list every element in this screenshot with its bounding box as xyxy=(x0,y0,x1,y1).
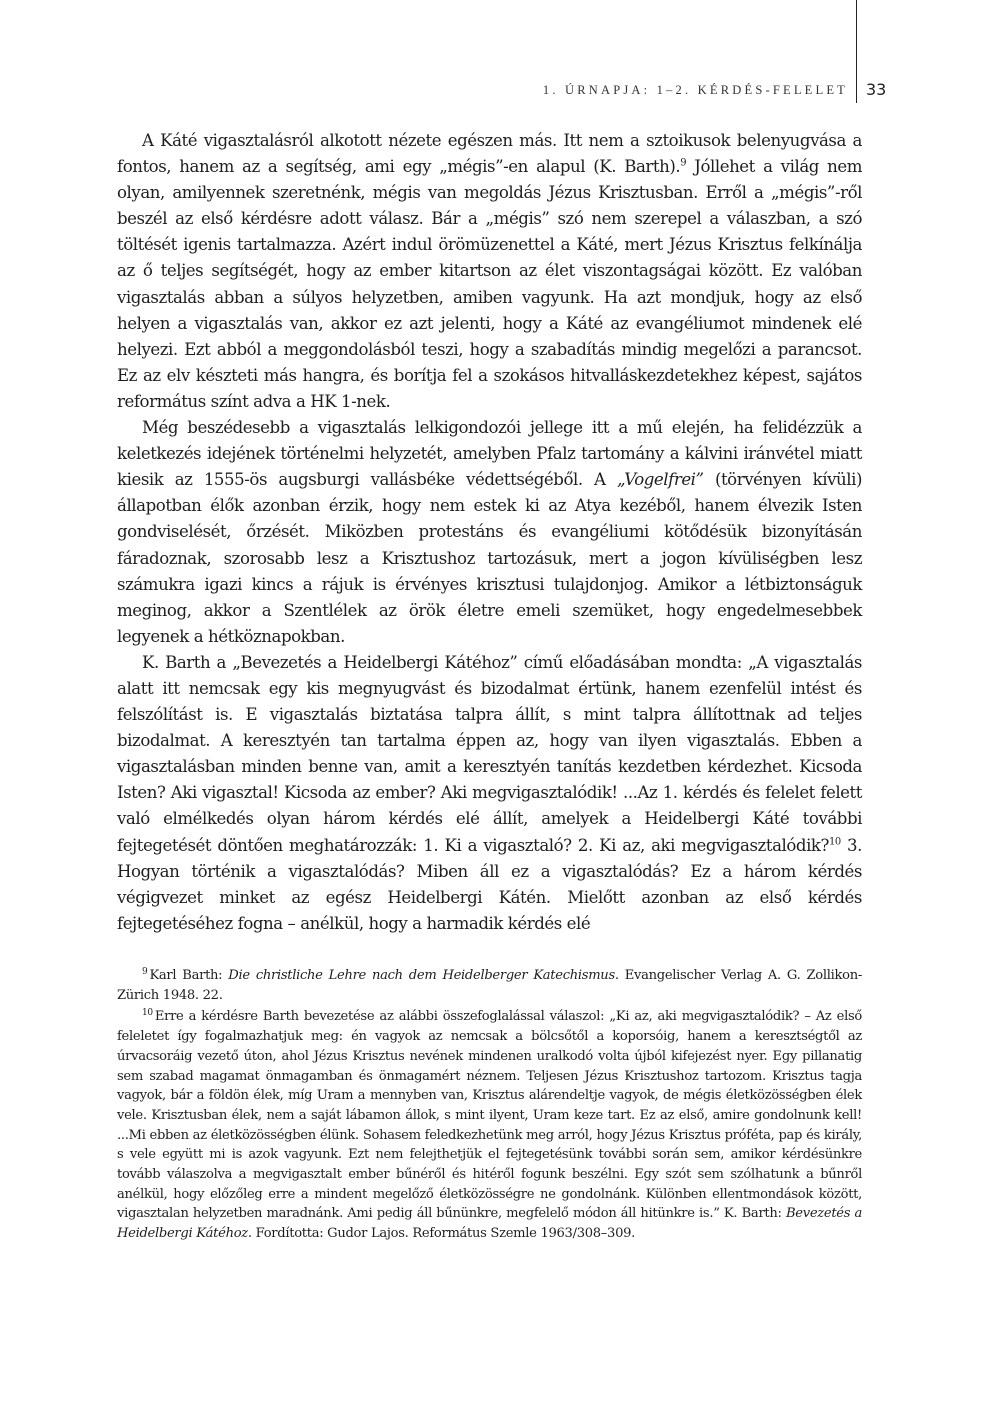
footnote-9-text-a: Karl Barth: xyxy=(149,968,229,983)
paragraph-1-text-b: Jóllehet a világ nem olyan, amilyennek szeretnénk, mégis van megoldás Jézus Krisztusban. Erről a „mégis”-ről beszél az első kérdésre adott válasz. Bár a „mégis” szó nem szerepel a válaszban, a szó töltését igenis tartalmazza. Azért indul örömüzenettel a Káté, mert Jézus Krisztus felkínálja az ő teljes segítségét, hogy az ember kitartson az élet viszontagságai között. Ez valóban vigasztalás abban a súlyos helyzetben, amiben vagyunk. Ha azt mondjuk, hogy az első helyen a vigasztalás van, akkor ez azt jelenti, hogy a Káté az evangéliumot mindenek elé helyezi. Ezt abból a meggondolásból teszi, hogy a szabadítás mindig megelőzi a parancsot. Ez az elv készteti más hangra, és borítja fel a szokásos hitvalláskezdetekhez képest, sajátos református színt adva a HK 1-nek. xyxy=(117,157,862,411)
running-head: 1. ÚRNAPJA: 1–2. KÉRDÉS-FELELET xyxy=(542,83,848,97)
footnote-9-text-b: . Evangelischer Verlag A. G. Zollikon-Zürich 1948. 22. xyxy=(117,968,862,1003)
header-divider-line xyxy=(856,0,857,103)
footnote-9-mark: 9 xyxy=(142,966,148,977)
paragraph-2-text-a: Még beszédesebb a vigasztalás lelkigondozói jellege itt a mű elején, ha felidézzük a keletkezés idejének történelmi helyzetét, amelyben Pfalz tartomány a kálvini iránvétel miatt kiesik az 1555-ös augsburgi vallásbéke védettségéből. A xyxy=(117,418,862,490)
paragraph-3 xyxy=(117,650,862,937)
main-text xyxy=(117,128,862,937)
footnote-10-italic: Bevezetés a Heidelbergi Kátéhoz xyxy=(117,1206,862,1242)
footnote-9-italic: Die christliche Lehre nach dem Heidelberger Katechismus xyxy=(228,968,615,983)
footnote-9 xyxy=(117,966,862,1005)
footnote-10-text-a: Erre a kérdésre Barth bevezetése az alábbi összefoglalással válaszol: „Ki az, aki megvigasztalódik? – Az első feleletet így fogalmazhatjuk meg: én vagyok az nemcsak a bölcsőtől a koporsóig, hanem a keresztségtől az úrvacsoráig vezető úton, ahol Jézus Krisztus nevének mindenen uralkodó volta újból kifejezést nyer. Egy pillanatig sem szabad magamat önmagamban és önmagamért néznem. Teljesen Jézus Krisztushoz tartozom. Krisztus tagja vagyok, bár a földön élek, míg Uram a mennyben van, Krisztus alárendeltje vagyok, de mégis életközösségben élek vele. Krisztusban élek, nem a saját lábamon állok, s mint ilyent, Uram keze tart. Ez az első, amire gondolnunk kell! ...Mi ebben az életközösségben élünk. Sohasem feledkezhetünk meg arról, hogy Jézus Krisztus próféta, pap és király, s vele együtt mi is azok vagyunk. Ezt nem felejthetjük el fejtegetésünk további során sem, amikor kérdésünkre tovább válaszolva a megvigasztalt ember bűnéről és hitéről fogunk beszélni. Egy szót sem szólhatunk a bűnről anélkül, hogy előzőleg erre a mindent megelőző életközösségre ne gondolnánk. Különben ellentmondások között, vigasztalan helyzetben maradnánk. Ami pedig áll bűnünkre, megfelelő módon áll hitünkre is.” K. Barth: xyxy=(117,1009,862,1222)
footnote-10-text-b: . Fordította: Gudor Lajos. Református Szemle 1963/308–309. xyxy=(247,1226,635,1242)
footnote-10 xyxy=(117,1007,862,1243)
footnote-ref-10[interactable]: 10 xyxy=(829,836,841,847)
paragraph-3-text-b: 3. Hogyan történik a vigasztalódás? Miben áll ez a vigasztalódás? Ez a három kérdés végigvezet minket az egész Heidelbergi Kátén. Mielőtt azonban az első kérdés fejtegetéséhez fogna – anélkül, hogy a harmadik kérdés elé xyxy=(117,835,862,933)
page-number: 33 xyxy=(866,80,887,99)
paragraph-3-text-a: K. Barth a „Bevezetés a Heidelbergi Kátéhoz” című előadásában mondta: „A vigasztalás alatt itt nemcsak egy kis megnyugvást és bizodalmat értünk, hanem ezenfelül intést és felszólítást is. E vigasztalás biztatása talpra állít, s mint talpra állítottnak ad teljes bizodalmat. A keresztyén tan tartalma éppen az, hogy van ilyen vigasztalás. Ebben a vigasztalásban minden benne van, amit a keresztyén tanítás kezdetben kérdezhet. Kicsoda Isten? Aki vigasztal! Kicsoda az ember? Aki megvigasztalódik! ...Az 1. kérdés és felelet felett való elmélkedés olyan három kérdés elé állít, amelyek a Heidelbergi Káté további fejtegetését döntően meghatározzák: 1. Ki a vigasztaló? 2. Ki az, aki megvigasztalódik? xyxy=(117,652,862,855)
footnote-ref-9[interactable]: 9 xyxy=(680,157,687,169)
paragraph-2-text-b: (törvényen kívüli) állapotban élők azonban érzik, hogy nem estek ki az Atya kezéből, hanem élvezik Isten gondviselését, őrzését. Miközben protestáns és evangéliumi kötődésük bizonyításán fáradoznak, szorosabb lesz a Krisztushoz tartozásuk, mert a jogon kívüliségben lesz számukra igazi kincs a rájuk is érvényes krisztusi tulajdonjog. Amikor a létbiztonságuk meginog, akkor a Szentlélek az örök életre emeli szemüket, hogy engedelmesebbek legyenek a hétköznapokban. xyxy=(117,470,862,646)
footnotes xyxy=(117,966,862,1246)
paragraph-2 xyxy=(117,415,862,650)
footnote-10-mark: 10 xyxy=(142,1008,153,1019)
paragraph-2-italic: „Vogelfrei” xyxy=(616,470,704,490)
paragraph-1-text-a: A Káté vigasztalásról alkotott nézete egészen más. Itt nem a sztoikusok belenyugvása a fontos, hanem az a segítség, ami egy „mégis”-en alapul (K. Barth). xyxy=(117,131,862,177)
paragraph-1 xyxy=(117,128,862,415)
